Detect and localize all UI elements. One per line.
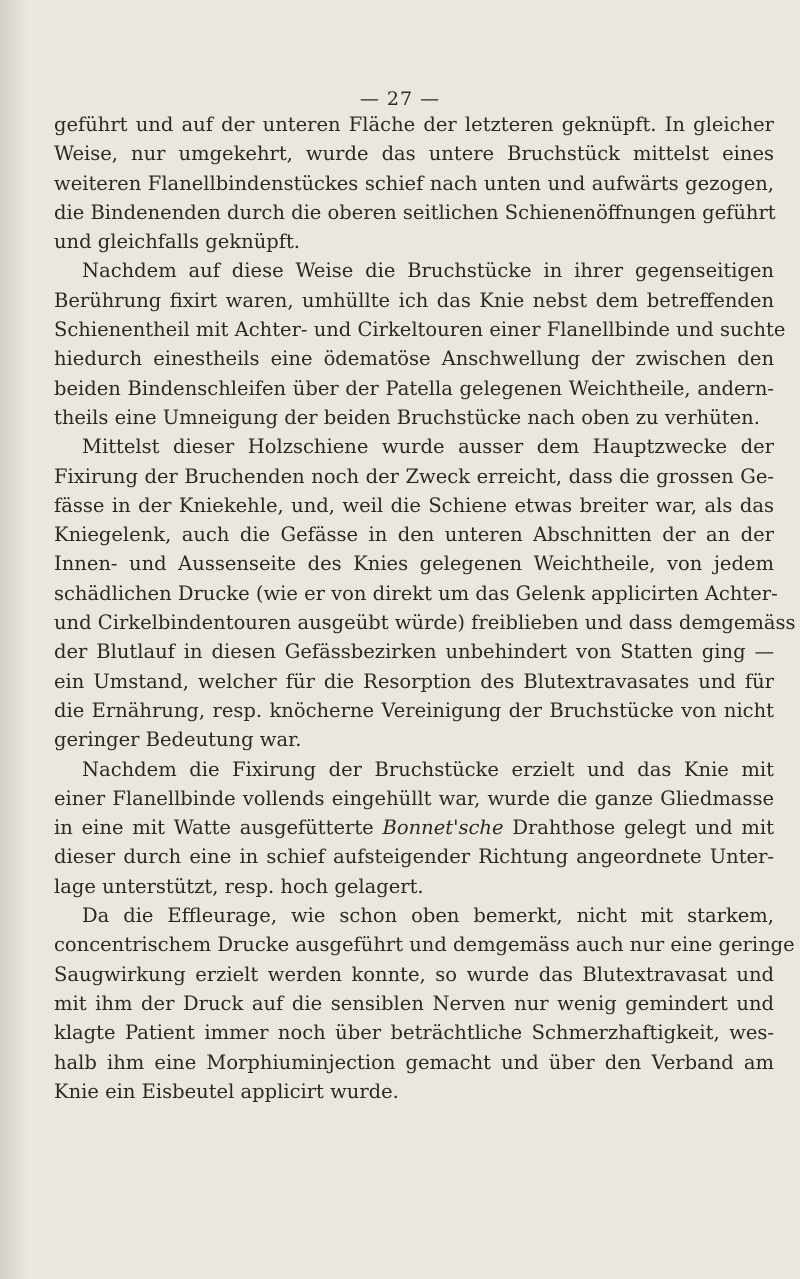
text-line: Berührung fixirt waren, umhüllte ich das Knie nebst dem betreffenden bbox=[54, 288, 774, 312]
text-line: Da die Effleurage, wie schon oben bemerkt, nicht mit starkem, bbox=[82, 904, 774, 928]
text-line: Innen- und Aussenseite des Knies gelegenen Weichtheile, von jedem bbox=[54, 552, 774, 576]
body-text bbox=[54, 110, 796, 1106]
text-line: in eine mit Watte ausgefütterte Bonnet'sche Drahthose gelegt und mit bbox=[54, 816, 774, 840]
text-line: klagte Patient immer noch über beträchtliche Schmerzhaftigkeit, wes- bbox=[54, 1021, 774, 1045]
paragraph bbox=[54, 432, 796, 754]
paragraph bbox=[54, 256, 786, 432]
paragraph bbox=[54, 901, 795, 1106]
text-line: halb ihm eine Morphiuminjection gemacht und über den Verband am bbox=[54, 1050, 774, 1074]
text-line: und gleichfalls geknüpft. bbox=[54, 230, 300, 254]
text-line: Saugwirkung erzielt werden konnte, so wurde das Blutextravasat und bbox=[54, 962, 774, 986]
text-line: Schienentheil mit Achter- und Cirkeltouren einer Flanellbinde und suchte bbox=[54, 318, 786, 342]
page-edge-shadow bbox=[0, 0, 28, 1279]
text-line: Fixirung der Bruchenden noch der Zweck erreicht, dass die grossen Ge- bbox=[54, 464, 774, 488]
text-line: geführt und auf der unteren Fläche der letzteren geknüpft. In gleicher bbox=[54, 113, 774, 136]
text-line: geringer Bedeutung war. bbox=[54, 728, 302, 752]
paragraph bbox=[54, 110, 774, 256]
text-line: Weise, nur umgekehrt, wurde das untere Bruchstück mittelst eines bbox=[54, 142, 774, 166]
text-line: Mittelst dieser Holzschiene wurde ausser dem Hauptzwecke der bbox=[82, 435, 774, 459]
text-line: fässe in der Kniekehle, und, weil die Schiene etwas breiter war, als das bbox=[54, 493, 774, 517]
text-line: beiden Bindenschleifen über der Patella gelegenen Weichtheile, andern- bbox=[54, 376, 774, 400]
text-line: Nachdem auf diese Weise die Bruchstücke in ihrer gegenseitigen bbox=[82, 259, 774, 283]
text-line: einer Flanellbinde vollends eingehüllt war, wurde die ganze Gliedmasse bbox=[54, 786, 774, 810]
page-number: — 27 — bbox=[359, 88, 441, 110]
text-line: hiedurch einestheils eine ödematöse Anschwellung der zwischen den bbox=[54, 347, 774, 371]
paragraph bbox=[54, 755, 774, 901]
text-line: concentrischem Drucke ausgeführt und demgemäss auch nur eine geringe bbox=[54, 933, 795, 957]
text-line: Kniegelenk, auch die Gefässe in den unteren Abschnitten der an der bbox=[54, 523, 774, 547]
text-line: und Cirkelbindentouren ausgeübt würde) freiblieben und dass demgemäss bbox=[54, 611, 796, 635]
text-line: dieser durch eine in schief aufsteigender Richtung angeordnete Unter- bbox=[54, 845, 774, 869]
text-line: Nachdem die Fixirung der Bruchstücke erzielt und das Knie mit bbox=[82, 757, 774, 781]
text-line: lage unterstützt, resp. hoch gelagert. bbox=[54, 874, 424, 898]
text-line: weiteren Flanellbindenstückes schief nach unten und aufwärts gezogen, bbox=[54, 171, 774, 195]
text-line: Knie ein Eisbeutel applicirt wurde. bbox=[54, 1079, 399, 1103]
text-line: schädlichen Drucke (wie er von direkt um das Gelenk applicirten Achter- bbox=[54, 581, 778, 605]
text-line: der Blutlauf in diesen Gefässbezirken unbehindert von Statten ging — bbox=[54, 640, 774, 664]
text-line: die Bindenenden durch die oberen seitlichen Schienenöffnungen geführt bbox=[54, 200, 776, 224]
text-line: mit ihm der Druck auf die sensiblen Nerven nur wenig gemindert und bbox=[54, 991, 774, 1015]
text-line: ein Umstand, welcher für die Resorption des Blutextravasates und für bbox=[54, 669, 774, 693]
text-line: die Ernährung, resp. knöcherne Vereinigung der Bruchstücke von nicht bbox=[54, 698, 774, 722]
text-line: theils eine Umneigung der beiden Bruchstücke nach oben zu verhüten. bbox=[54, 405, 760, 429]
